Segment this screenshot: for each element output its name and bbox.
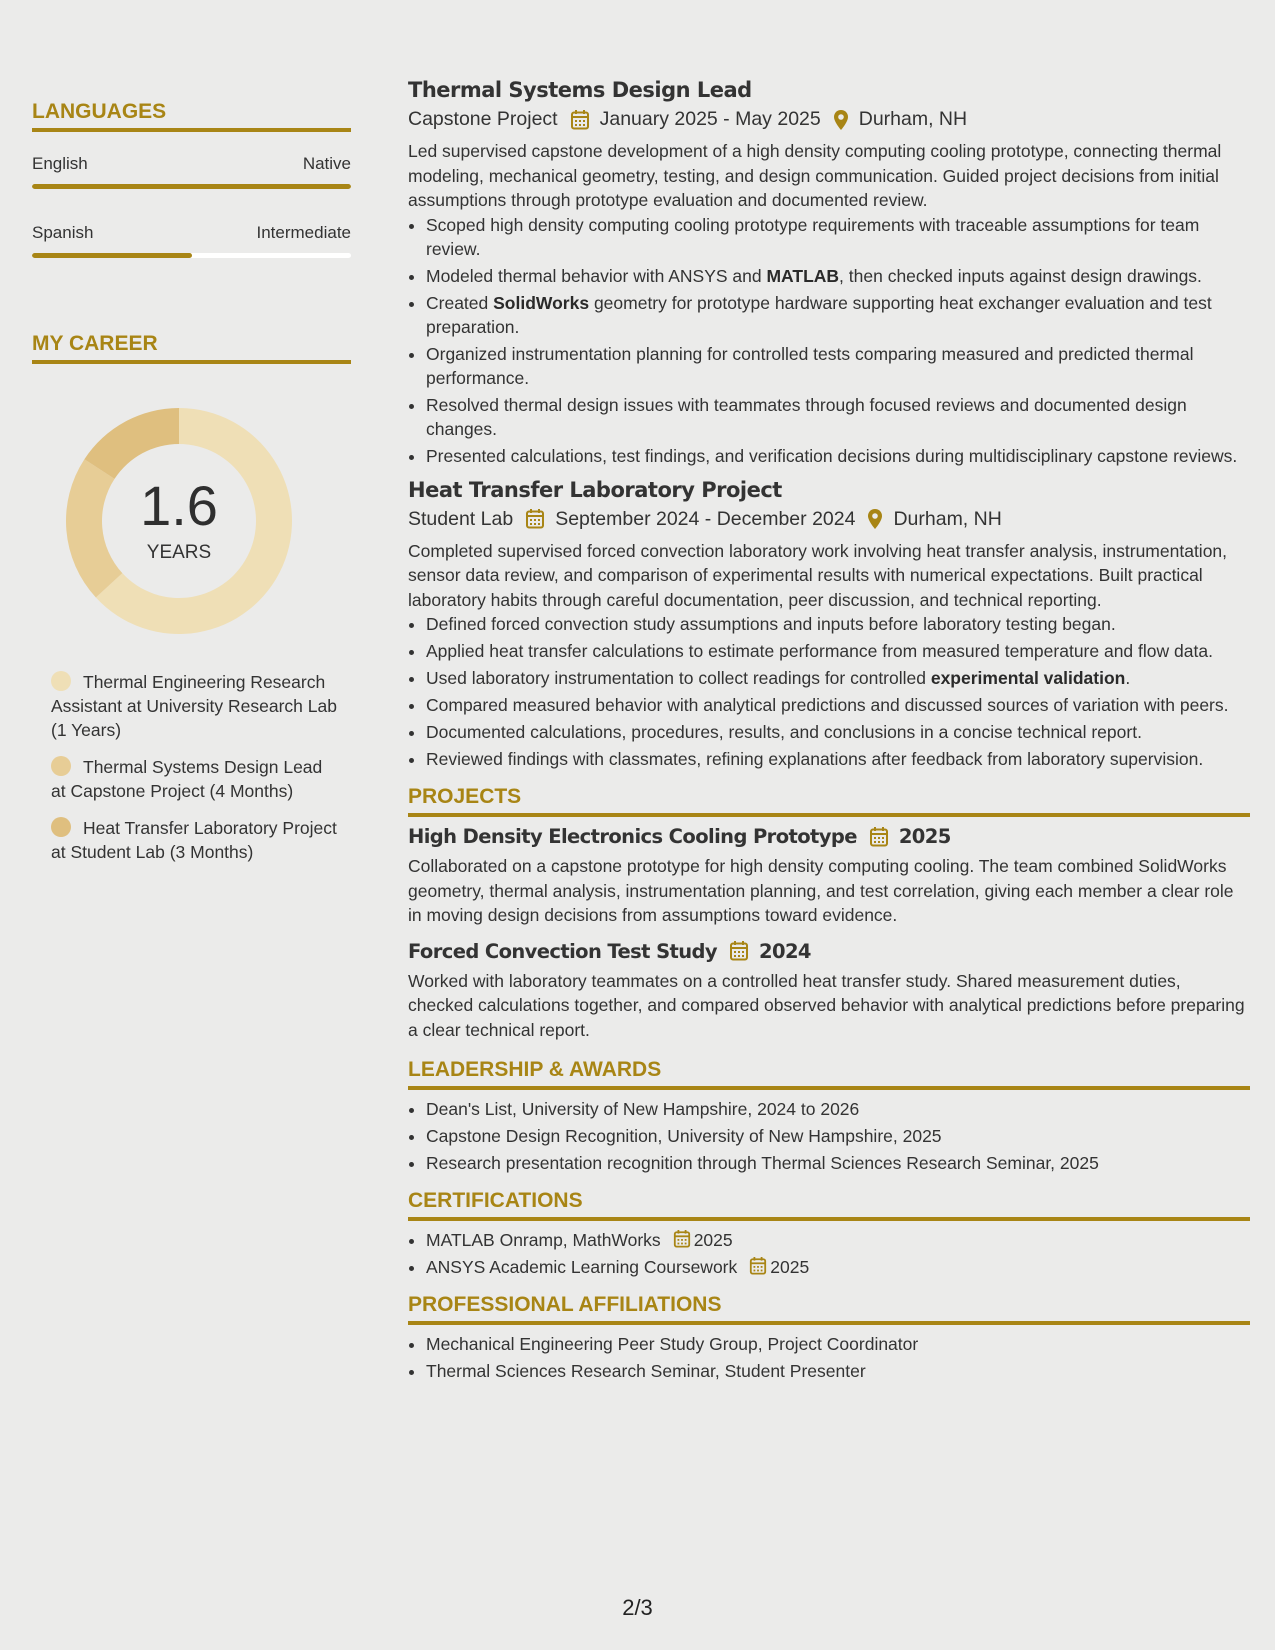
career-total-years: 1.6 — [140, 474, 218, 537]
language-proficiency-bar — [32, 184, 351, 189]
project-year: 2025 — [898, 825, 951, 848]
leadership-item: • Research presentation recognition through Thermal Sciences Research Seminar, 2025 — [426, 1150, 1250, 1177]
experience-entry — [408, 78, 1250, 468]
job-description: Led supervised capstone development of a high density computing cooling prototype, connecting thermal modeling, mechanical geometry, testing, and design communication. Guided project decisions from initial assumptions through prototype evaluation and documented review. — [408, 141, 1222, 210]
job-description: Completed supervised forced convection laboratory work involving heat transfer analysis, instrumentation, sensor data review, and comparison of experimental results with numerical expectations. Built practical laboratory habits through careful documentation, peer discussion, and technical reporting. — [408, 540, 1228, 610]
job-bullet: • Organized instrumentation planning for controlled tests comparing measured and predicted thermal performance. — [426, 342, 1250, 390]
career-legend-label: Thermal Engineering Research Assistant at University Research Lab (1 Years) — [51, 672, 337, 740]
project-year: 2024 — [759, 939, 811, 963]
job-title: Thermal Systems Design Lead — [408, 78, 752, 102]
certification-year: 2025 — [693, 1230, 733, 1250]
career-unit-label: YEARS — [146, 542, 212, 563]
language-proficiency-fill — [32, 253, 192, 258]
job-meta — [408, 508, 1250, 531]
legend-dot-icon — [51, 756, 71, 776]
leadership-heading: LEADERSHIP & AWARDS — [408, 1058, 1250, 1090]
career-heading: MY CAREER — [32, 332, 351, 364]
projects-heading: PROJECTS — [408, 785, 1250, 817]
sidebar — [32, 100, 351, 877]
project-description: Collaborated on a capstone prototype for high density computing cooling. The team combined SolidWorks geometry, thermal analysis, instrumentation planning, and test correlation, giving each member a clear role in moving design decisions from assumptions toward evidence. — [408, 856, 1234, 925]
job-meta — [408, 108, 1250, 131]
job-location: Durham, NH — [893, 507, 1002, 530]
legend-dot-icon — [51, 671, 71, 691]
language-name: Spanish — [32, 223, 94, 242]
project-description: Worked with laboratory teammates on a controlled heat transfer study. Shared measurement duties, checked calculations together, and compared observed behavior with analytical predictions before preparing a clear technical report. — [408, 970, 1245, 1040]
language-name: English — [32, 154, 88, 173]
project-entry — [408, 940, 1250, 1043]
affiliation-item: • Mechanical Engineering Peer Study Group, Project Coordinator — [426, 1331, 1250, 1358]
affiliations-list — [408, 1331, 1250, 1385]
leadership-list — [408, 1096, 1250, 1177]
calendar-icon — [749, 1256, 767, 1276]
job-bullet: • Defined forced convection study assumptions and inputs before laboratory testing began. — [426, 612, 1250, 636]
job-bullets — [408, 612, 1250, 771]
certifications-heading: CERTIFICATIONS — [408, 1189, 1250, 1221]
leadership-item: • Dean's List, University of New Hampshire, 2024 to 2026 — [426, 1096, 1250, 1123]
page-number: 2/3 — [622, 1595, 653, 1620]
job-bullet: • Resolved thermal design issues with teammates through focused reviews and documented design changes. — [426, 393, 1250, 441]
job-organization: Capstone Project — [408, 108, 558, 130]
job-bullet: • Applied heat transfer calculations to estimate performance from measured temperature and flow data. — [426, 639, 1250, 663]
job-bullets — [408, 213, 1250, 468]
leadership-item: • Capstone Design Recognition, University of New Hampshire, 2025 — [426, 1123, 1250, 1150]
certification-name: ANSYS Academic Learning Coursework — [426, 1257, 738, 1277]
language-proficiency-bar — [32, 253, 351, 258]
career-legend-item — [51, 816, 341, 864]
job-bullet: • Documented calculations, procedures, results, and conclusions in a concise technical report. — [426, 720, 1250, 744]
main-content — [408, 78, 1250, 1385]
certification-item — [426, 1254, 1250, 1281]
career-legend-label: Thermal Systems Design Lead at Capstone Project (4 Months) — [51, 757, 323, 801]
job-organization: Student Lab — [408, 507, 514, 530]
calendar-icon — [570, 109, 590, 131]
affiliations-heading: PROFESSIONAL AFFILIATIONS — [408, 1293, 1250, 1325]
career-legend-label: Heat Transfer Laboratory Project at Student Lab (3 Months) — [51, 818, 337, 862]
job-bullet: • Compared measured behavior with analytical predictions and discussed sources of variation with peers. — [426, 693, 1250, 717]
job-location: Durham, NH — [858, 108, 968, 130]
job-bullet: • Used laboratory instrumentation to collect readings for controlled experimental validation. — [426, 666, 1250, 690]
project-title: High Density Electronics Cooling Prototype — [408, 825, 857, 848]
map-pin-icon — [867, 508, 883, 530]
certifications-list — [408, 1227, 1250, 1281]
career-legend — [51, 670, 341, 864]
project-entry — [408, 825, 1250, 928]
project-title: Forced Convection Test Study — [408, 939, 718, 963]
experience-entry — [408, 478, 1250, 772]
map-pin-icon — [833, 109, 849, 131]
affiliation-item: • Thermal Sciences Research Seminar, Student Presenter — [426, 1358, 1250, 1385]
job-dates: September 2024 - December 2024 — [555, 507, 856, 530]
calendar-icon — [673, 1229, 691, 1249]
calendar-icon — [525, 508, 545, 530]
job-dates: January 2025 - May 2025 — [599, 108, 821, 130]
career-donut-chart — [66, 408, 292, 634]
legend-dot-icon — [51, 817, 71, 837]
job-bullet: • Reviewed findings with classmates, refining explanations after feedback from laboratory supervision. — [426, 747, 1250, 771]
language-proficiency-fill — [32, 184, 351, 189]
certification-year: 2025 — [770, 1257, 810, 1277]
career-legend-item — [51, 670, 341, 742]
certification-item — [426, 1227, 1250, 1254]
language-item — [32, 223, 351, 258]
job-bullet: • Scoped high density computing cooling prototype requirements with traceable assumptions for team review. — [426, 213, 1250, 261]
language-item — [32, 154, 351, 189]
language-level: Intermediate — [256, 223, 351, 242]
calendar-icon — [729, 940, 749, 962]
calendar-icon — [869, 826, 889, 848]
job-title: Heat Transfer Laboratory Project — [408, 477, 782, 502]
career-legend-item — [51, 755, 341, 803]
language-level: Native — [302, 154, 351, 173]
job-bullet: • Created SolidWorks geometry for prototype hardware supporting heat exchanger evaluation and test preparation. — [426, 291, 1250, 339]
job-bullet: • Presented calculations, test findings, and verification decisions during multidisciplinary capstone reviews. — [426, 444, 1250, 468]
languages-heading: LANGUAGES — [32, 100, 351, 132]
certification-name: MATLAB Onramp, MathWorks — [426, 1230, 661, 1250]
job-bullet: • Modeled thermal behavior with ANSYS and MATLAB, then checked inputs against design drawings. — [426, 264, 1250, 288]
